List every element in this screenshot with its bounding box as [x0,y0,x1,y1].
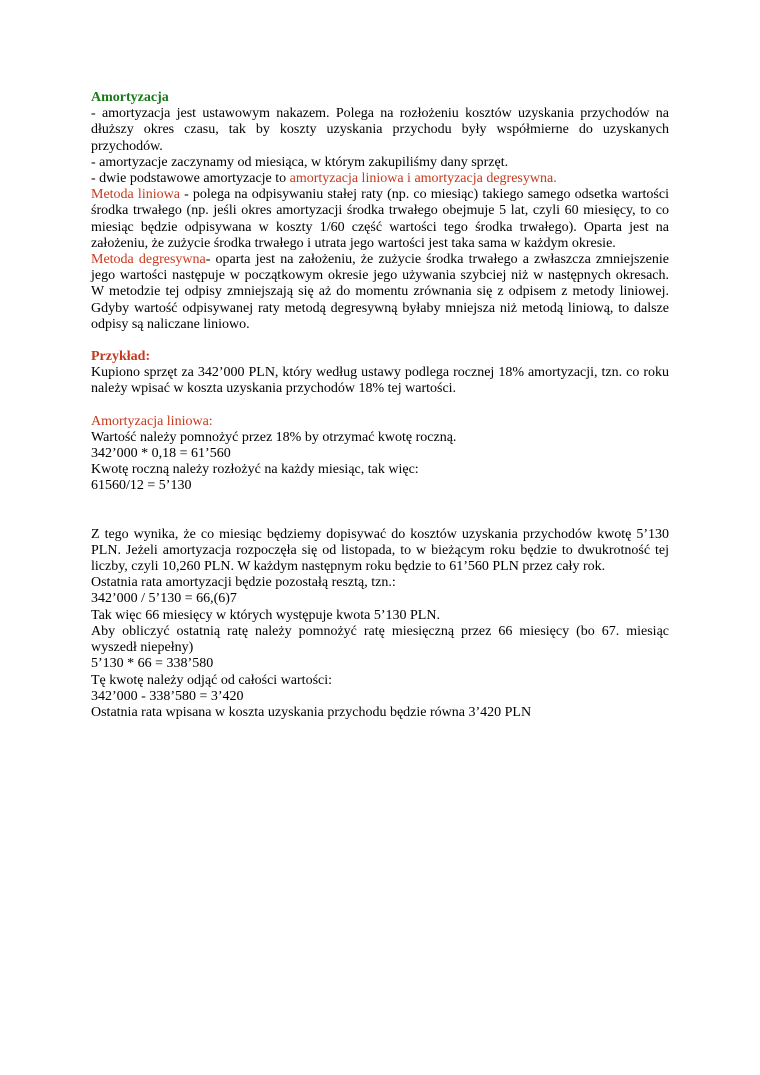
degressive-method-term: Metoda degresywna [91,252,206,268]
spacer [91,398,669,414]
spacer [91,495,669,511]
result-line-4: Tak więc 66 miesięcy w których występuje kwota 5’130 PLN. [91,607,440,623]
result-line-7: Tę kwotę należy odjąć od całości wartości: [91,672,333,688]
result-line-8: 342’000 - 338’580 = 3’420 [91,688,244,704]
result-line-3: 342’000 / 5’130 = 66,(6)7 [91,591,237,607]
example-text: Kupiono sprzęt za 342’000 PLN, który według ustawy podlega rocznej 18% amortyzacji, tzn. co roku należy wpisać w koszta uzyskania przychodów 18% tej wartości. [91,365,669,397]
result-line-2: Ostatnia rata amortyzacji będzie pozostałą resztą, tzn.: [91,575,396,591]
calc-line-4: 61560/12 = 5’130 [91,478,192,494]
spacer [91,511,669,527]
degressive-method-text: - oparta jest na założeniu, że zużycie środka trwałego a zwłaszcza zmniejszenie jego wartości następuje w początkowym okresie jego używania szybciej niż w następnych okresach. W metodzie tej odpisy zmniejszają się aż do momentu zrównania się z odpisem z metody liniowej. Gdyby wartość odpisywanej raty metodą degresywną byłaby mniejsza niż metodą liniową, to dalsze odpisy są naliczane liniowo. [91,252,669,332]
result-paragraph: Z tego wynika, że co miesiąc będziemy dopisywać do kosztów uzyskania przychodów kwotę 5’130 PLN. Jeżeli amortyzacja rozpoczęła się od listopada, to w bieżącym roku będzie to dwukrotność tej liczby, czyli 10,260 PLN. W każdym następnym roku będzie to 61’560 PLN przez cały rok. [91,526,669,575]
example-heading: Przykład: [91,349,151,365]
linear-method-text: - polega na odpisywaniu stałej raty (np. co miesiąc) takiego samego odsetka wartości środka trwałego (np. jeśli okres amortyzacji środka trwałego obejmuje 5 lat, czyli 60 miesięcy, to co miesiąc będzie odpisywana w koszty 1/60 część wartości tego środka trwałego). Oparta jest na założeniu, że zużycie środka trwałego i utrata jego wartości jest taka sama w każdym okresie. [91,187,669,251]
types-prefix: - dwie podstawowe amortyzacje to [91,171,290,187]
document-body [91,90,669,721]
result-paragraph-5: Aby obliczyć ostatnią ratę należy pomnożyć ratę miesięczną przez 66 miesięcy (bo 67. miesiąc wyszedł niepełny) [91,623,669,656]
calc-line-3: Kwotę roczną należy rozłożyć na każdy miesiąc, tak więc: [91,462,419,478]
calc-line-1: Wartość należy pomnożyć przez 18% by otrzymać kwotę roczną. [91,429,457,445]
types-highlight: amortyzacja liniowa i amortyzacja degresywna. [289,171,557,187]
paragraph-definition: - amortyzacja jest ustawowym nakazem. Polega na rozłożeniu kosztów uzyskania przychodów na dłuższy okres czasu, tak by koszty uzyskania przychodu były współmierne do uzyskanych przychodów. [91,106,669,154]
calc-line-2: 342’000 * 0,18 = 61’560 [91,446,231,462]
paragraph-linear-method [91,187,669,252]
result-line-9: Ostatnia rata wpisana w koszta uzyskania przychodu będzie równa 3’420 PLN [91,704,532,720]
section-title: Amortyzacja [91,90,169,105]
spacer [91,333,669,349]
paragraph-types [91,171,669,187]
linear-method-term: Metoda liniowa [91,187,180,203]
paragraph-start-month: - amortyzacje zaczynamy od miesiąca, w którym zakupiliśmy dany sprzęt. [91,154,509,170]
paragraph-degressive-method [91,252,669,333]
result-line-6: 5’130 * 66 = 338’580 [91,656,214,672]
calc-heading: Amortyzacja liniowa: [91,413,213,429]
